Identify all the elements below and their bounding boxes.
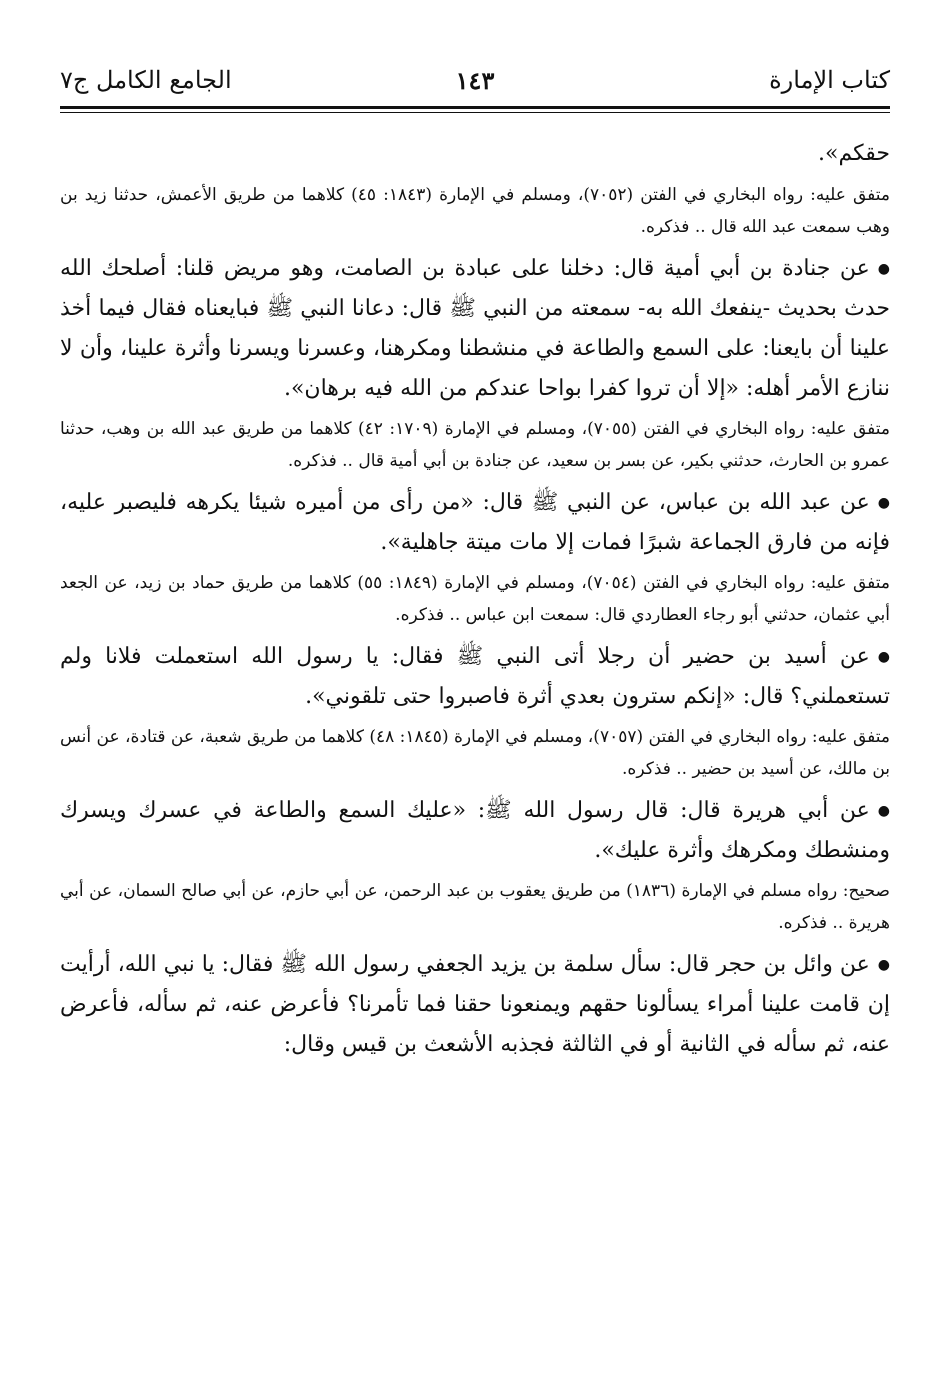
takhrij-note: متفق عليه: رواه البخاري في الفتن (٧٠٥٤)، ومسلم في الإمارة (١٨٤٩: ٥٥) كلاهما من طريق حماد بن زيد، عن الجعد أبي عثمان، حدثني أبو رجاء العطاردي قال: سمعت ابن عباس .. فذكره. [60,573,890,625]
header-rule-thin [60,112,890,113]
hadith-text: عن عبد الله بن عباس، عن النبي ﷺ قال: «من رأى من أميره شيئا يكرهه فليصبر عليه، فإنه من فارق الجماعة شبرًا فمات إلا مات ميتة جاهلية». [60,490,890,555]
takhrij-note: صحيح: رواه مسلم في الإمارة (١٨٣٦) من طريق يعقوب بن عبد الرحمن، عن أبي حازم، عن أبي صالح السمان، عن أبي هريرة .. فذكره. [60,881,890,933]
takhrij-note: متفق عليه: رواه البخاري في الفتن (٧٠٥٧)، ومسلم في الإمارة (١٨٤٥: ٤٨) كلاهما من طريق شعبة، عن قتادة، عن أنس بن مالك، عن أسيد بن حضير .. فذكره. [60,727,891,779]
hadith-text: عن أسيد بن حضير أن رجلا أتى النبي ﷺ فقال: يا رسول الله استعملت فلانا ولم تستعملني؟ قال: «إنكم سترون بعدي أثرة فاصبروا حتى تلقوني». [60,644,890,709]
book-title: الجامع الكامل ج٧ [60,66,232,94]
page-content [60,133,890,1065]
page-number: ١٤٣ [455,66,495,95]
bullet-icon: ● [877,495,890,511]
hadith-text: عن وائل بن حجر قال: سأل سلمة بن يزيد الجعفي رسول الله ﷺ فقال: يا نبي الله، أرأيت إن قامت علينا أمراء يسألونا حقهم ويمنعونا حقنا فما تأمرنا؟ فأعرض عنه، ثم سأله، فأعرض عنه، ثم سأله في الثانية أو في الثالثة فجذبه الأشعث بن قيس وقال: [60,952,890,1057]
hadith-text: عن أبي هريرة قال: قال رسول الله ﷺ: «عليك السمع والطاعة في عسرك ويسرك ومنشطك ومكرهك وأثرة عليك». [60,798,890,863]
continued-text: حقكم». [818,141,890,166]
chapter-title: كتاب الإمارة [769,66,890,94]
hadith-paragraph [60,249,890,409]
hadith-text: عن جنادة بن أبي أمية قال: دخلنا على عبادة بن الصامت، وهو مريض قلنا: أصلحك الله حدث بحديث -ينفعك الله به- سمعته من النبي ﷺ قال: دعانا النبي ﷺ فبايعناه فقال فيما أخذ علينا أن بايعنا: على السمع والطاعة في منشطنا ومكرهنا، وعسرنا ويسرنا وأثرة علينا، وأن لا ننازع الأمر أهله: «إلا أن تروا كفرا بواحا عندكم من الله فيه برهان». [60,256,890,401]
hadith-paragraph [60,637,890,717]
hadith-paragraph [60,791,890,871]
takhrij-note: متفق عليه: رواه البخاري في الفتن (٧٠٥٢)، ومسلم في الإمارة (١٨٤٣: ٤٥) كلاهما من طريق الأعمش، حدثنا زيد بن وهب سمعت عبد الله قال .. فذكره. [60,185,890,237]
book-page [60,60,890,1069]
hadith-paragraph [60,945,890,1065]
hadith-paragraph [60,483,890,563]
takhrij-note: متفق عليه: رواه البخاري في الفتن (٧٠٥٥)، ومسلم في الإمارة (١٧٠٩: ٤٢) كلاهما من طريق عبد الله بن وهب، حدثنا عمرو بن الحارث، حدثني بكير، عن بسر بن سعيد، عن جنادة بن أبي أمية قال .. فذكره. [60,419,891,471]
header-rule-thick [60,106,890,109]
bullet-icon: ● [877,803,890,819]
bullet-icon: ● [877,649,890,665]
page-header [60,60,890,104]
bullet-icon: ● [877,261,890,277]
bullet-icon: ● [877,957,890,973]
